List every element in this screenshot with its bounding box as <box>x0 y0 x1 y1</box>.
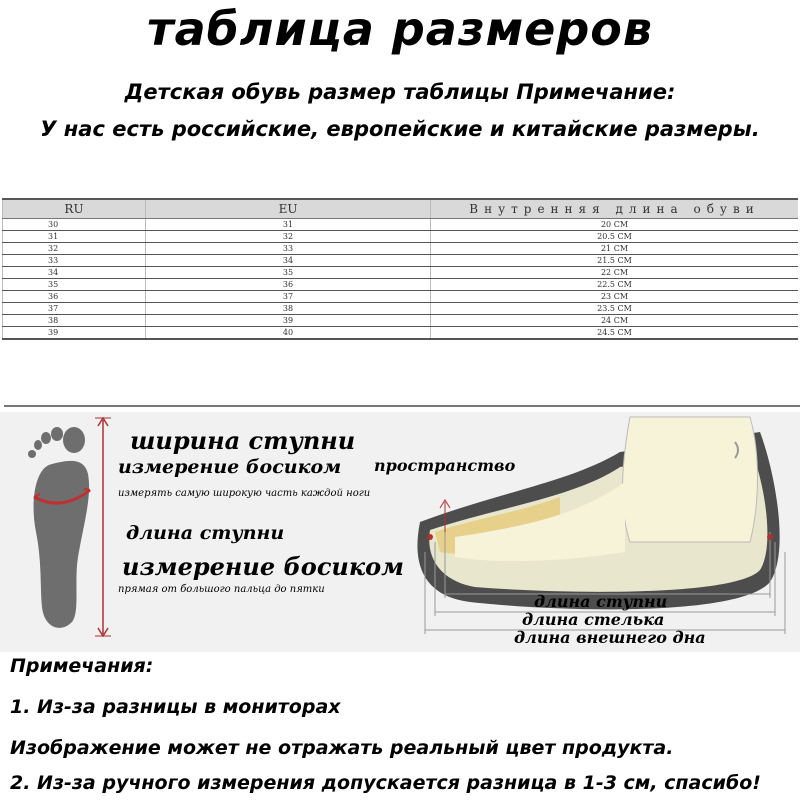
cell-inner-length: 24 CM <box>431 315 799 327</box>
cell-inner-length: 23 CM <box>431 291 799 303</box>
cell-ru: 34 <box>3 267 146 279</box>
notes-line-2: Изображение может не отражать реальный цвет продукта. <box>10 737 674 759</box>
footprint-icon <box>28 427 90 628</box>
table-row <box>3 255 799 267</box>
cell-inner-length: 22 CM <box>431 267 799 279</box>
table-row <box>3 219 799 231</box>
cell-ru: 39 <box>3 327 146 340</box>
cell-eu: 38 <box>146 303 431 315</box>
subtitle-sizes: У нас есть российские, европейские и китайские размеры. <box>40 117 760 141</box>
cell-eu: 37 <box>146 291 431 303</box>
foot-width-label: ширина ступни <box>130 426 356 455</box>
cell-eu: 32 <box>146 231 431 243</box>
cell-ru: 38 <box>3 315 146 327</box>
cell-inner-length: 21.5 CM <box>431 255 799 267</box>
cell-ru: 37 <box>3 303 146 315</box>
header-eu: EU <box>146 199 431 219</box>
foot-length-label: длина ступни <box>126 522 285 544</box>
cell-inner-length: 24.5 CM <box>431 327 799 340</box>
notes-line-3: 2. Из-за ручного измерения допускается разница в 1-3 см, спасибо! <box>10 772 761 794</box>
insole-length-label: длина стелька <box>522 610 665 629</box>
size-table-header <box>3 199 799 219</box>
cell-inner-length: 23.5 CM <box>431 303 799 315</box>
cell-eu: 39 <box>146 315 431 327</box>
cell-eu: 31 <box>146 219 431 231</box>
measurement-figure <box>0 412 800 652</box>
width-hint: измерять самую широкую часть каждой ноги <box>118 488 371 499</box>
space-label: пространство <box>374 456 516 475</box>
table-row <box>3 303 799 315</box>
notes-line-1: 1. Из-за разницы в мониторах <box>10 696 341 718</box>
table-row <box>3 279 799 291</box>
table-row <box>3 315 799 327</box>
shoe-illustration <box>417 417 779 609</box>
cell-ru: 32 <box>3 243 146 255</box>
cell-inner-length: 20.5 CM <box>431 231 799 243</box>
cell-ru: 35 <box>3 279 146 291</box>
section-divider <box>4 405 800 407</box>
cell-inner-length: 21 CM <box>431 243 799 255</box>
cell-eu: 34 <box>146 255 431 267</box>
table-row <box>3 267 799 279</box>
cell-inner-length: 20 CM <box>431 219 799 231</box>
notes-heading: Примечания: <box>10 655 154 677</box>
cell-eu: 40 <box>146 327 431 340</box>
cell-eu: 33 <box>146 243 431 255</box>
cell-eu: 35 <box>146 267 431 279</box>
cell-ru: 31 <box>3 231 146 243</box>
length-hint: прямая от большого пальца до пятки <box>118 584 325 595</box>
cell-ru: 36 <box>3 291 146 303</box>
table-row <box>3 231 799 243</box>
shoe-foot-length-label: длина ступни <box>534 592 668 611</box>
table-row <box>3 243 799 255</box>
barefoot-label-2: измерение босиком <box>122 552 404 581</box>
header-ru: RU <box>3 199 146 219</box>
outsole-length-label: длина внешнего дна <box>514 628 706 647</box>
barefoot-label-1: измерение босиком <box>118 456 342 478</box>
cell-ru: 33 <box>3 255 146 267</box>
table-row <box>3 327 799 340</box>
page-title: таблица размеров <box>146 2 654 56</box>
subtitle-note: Детская обувь размер таблицы Примечание: <box>124 80 676 104</box>
cell-inner-length: 22.5 CM <box>431 279 799 291</box>
table-row <box>3 291 799 303</box>
cell-ru: 30 <box>3 219 146 231</box>
header-inner-length: Внутренняя длина обуви <box>431 199 799 219</box>
cell-eu: 36 <box>146 279 431 291</box>
measurement-illustration <box>0 412 800 652</box>
size-table <box>2 198 798 340</box>
